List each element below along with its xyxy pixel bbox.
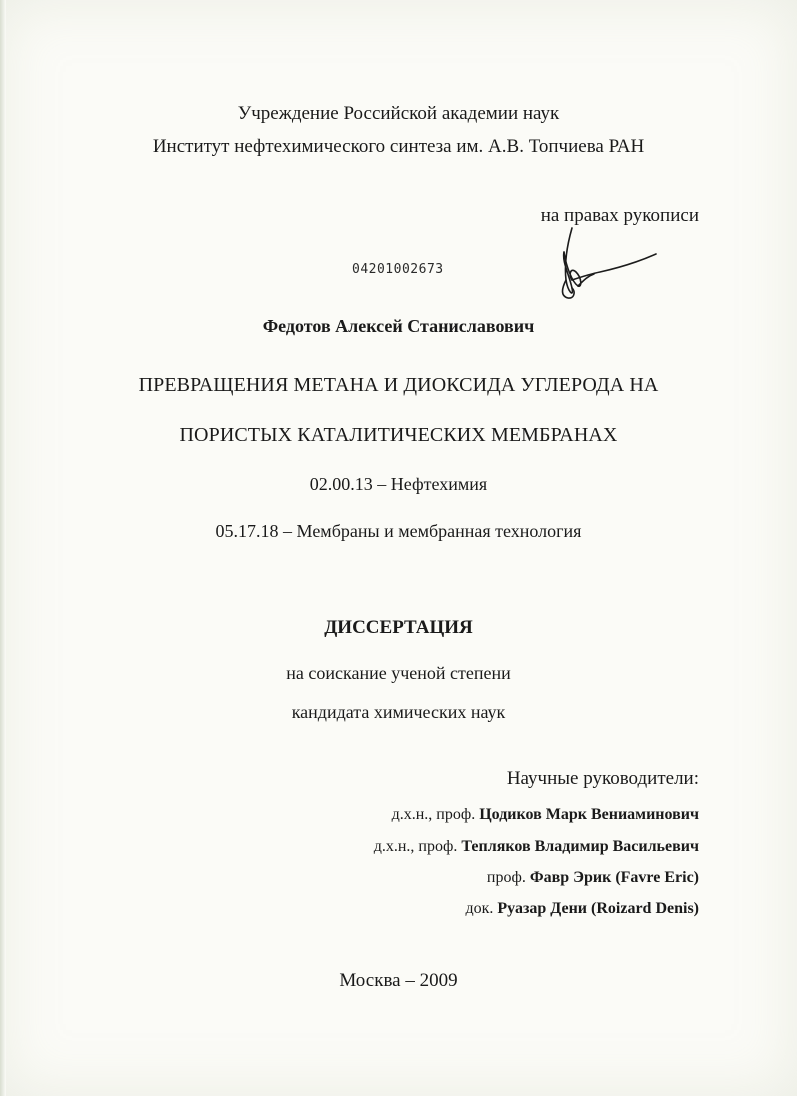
city-year: Москва – 2009 [339,970,458,991]
institution-line-2: Институт нефтехимического синтеза им. А.В. Топчиева РАН [152,136,645,157]
supervisor-title: проф. [486,869,530,886]
supervisor-entry [465,900,699,918]
supervisor-entry [487,869,699,887]
archive-stamp-number: 04201002673 [352,262,444,277]
rights-note: на правах рукописи [540,205,699,226]
supervisor-title: док. [465,900,498,917]
supervisor-name: Руазар Дени (Roizard Denis) [497,900,699,917]
author-name: Федотов Алексей Станиславович [262,316,535,336]
dissertation-title-line-1: ПРЕВРАЩЕНИЯ МЕТАНА И ДИОКСИДА УГЛЕРОДА НА [138,374,659,396]
supervisor-title: д.х.н., проф. [373,838,462,855]
specialty-line: 02.00.13 – Нефтехимия [309,474,488,494]
supervisor-entry [374,838,699,856]
supervisor-name: Фавр Эрик (Favre Eric) [529,869,699,886]
supervisor-title: д.х.н., проф. [391,806,480,823]
document-type: ДИССЕРТАЦИЯ [324,617,473,638]
supervisors-heading: Научные руководители: [506,768,699,789]
degree-line-1: на соискание ученой степени [286,663,511,683]
page-edge [0,0,6,1096]
supervisor-name: Тепляков Владимир Васильевич [461,838,699,855]
supervisor-entry [392,806,699,824]
supervisor-name: Цодиков Марк Вениаминович [479,806,699,823]
institution-line-1: Учреждение Российской академии наук [237,103,560,124]
degree-line-2: кандидата химических наук [291,702,506,722]
dissertation-title-line-2: ПОРИСТЫХ КАТАЛИТИЧЕСКИХ МЕМБРАНАХ [179,424,618,446]
specialty-line: 05.17.18 – Мембраны и мембранная технология [215,521,582,541]
signature-image [538,222,668,312]
